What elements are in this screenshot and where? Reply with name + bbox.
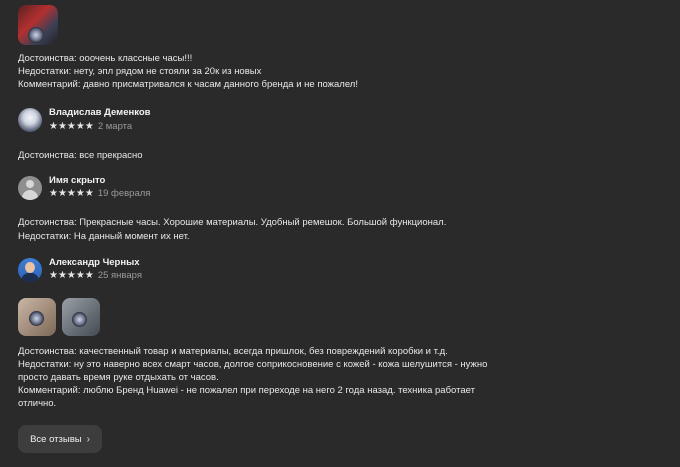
rating-stars	[49, 121, 132, 133]
all-reviews-label: Все отзывы	[30, 433, 82, 445]
review-author: Имя скрыто	[49, 175, 106, 186]
star-rating-icons: ★★★★★	[49, 121, 94, 132]
review-photo-thumbnail[interactable]	[62, 298, 100, 336]
star-rating-icons: ★★★★★	[49, 270, 94, 281]
review-pros: Достоинства: Прекрасные часы. Хорошие материалы. Удобный ремешок. Большой функционал.	[18, 217, 447, 228]
review-cons: Недостатки: нету, эпл рядом не стояли за 20к из новых	[18, 66, 262, 77]
review-date: 19 февраля	[97, 188, 151, 199]
review-cons: Недостатки: ну это наверно всех смарт часов, долгое соприкосновение с кожей - кожа шелушится - нужно	[18, 359, 488, 370]
avatar	[18, 176, 42, 200]
review-author: Владислав Деменков	[49, 107, 151, 118]
review-cons: Недостатки: На данный момент их нет.	[18, 231, 190, 242]
rating-stars	[49, 270, 142, 282]
review-cons-continued: просто давать время руке отдыхать от часов.	[18, 372, 219, 383]
review-photo-thumbnail[interactable]	[18, 298, 56, 336]
review-comment: Комментарий: люблю Бренд Huawei - не пожалел при переходе на него 2 года назад. техника работает	[18, 385, 475, 396]
review-pros: Достоинства: все прекрасно	[18, 150, 143, 161]
review-comment: Комментарий: давно присматривался к часам данного бренда и не пожалел!	[18, 79, 358, 90]
rating-stars	[49, 188, 150, 200]
review-comment-continued: отлично.	[18, 398, 57, 409]
user-placeholder-body	[22, 190, 38, 200]
user-placeholder-icon	[26, 180, 34, 188]
star-rating-icons: ★★★★★	[49, 188, 94, 199]
review-photo-thumbnail[interactable]	[18, 5, 58, 45]
user-face-icon	[25, 262, 35, 273]
user-shirt-icon	[21, 273, 39, 282]
watch-icon	[28, 27, 44, 43]
review-author: Александр Черных	[49, 257, 140, 268]
watch-icon	[72, 312, 87, 327]
avatar	[18, 258, 42, 282]
review-pros: Достоинства: ооочень классные часы!!!	[18, 53, 193, 64]
watch-icon	[29, 311, 44, 326]
review-date: 2 марта	[97, 121, 133, 132]
all-reviews-button[interactable]	[18, 425, 102, 453]
avatar	[18, 108, 42, 132]
review-pros: Достоинства: качественный товар и материалы, всегда пришлок, без повреждений коробки и т.д.	[18, 346, 448, 357]
chevron-right-icon: ›	[86, 433, 90, 445]
review-date: 25 января	[97, 270, 142, 281]
